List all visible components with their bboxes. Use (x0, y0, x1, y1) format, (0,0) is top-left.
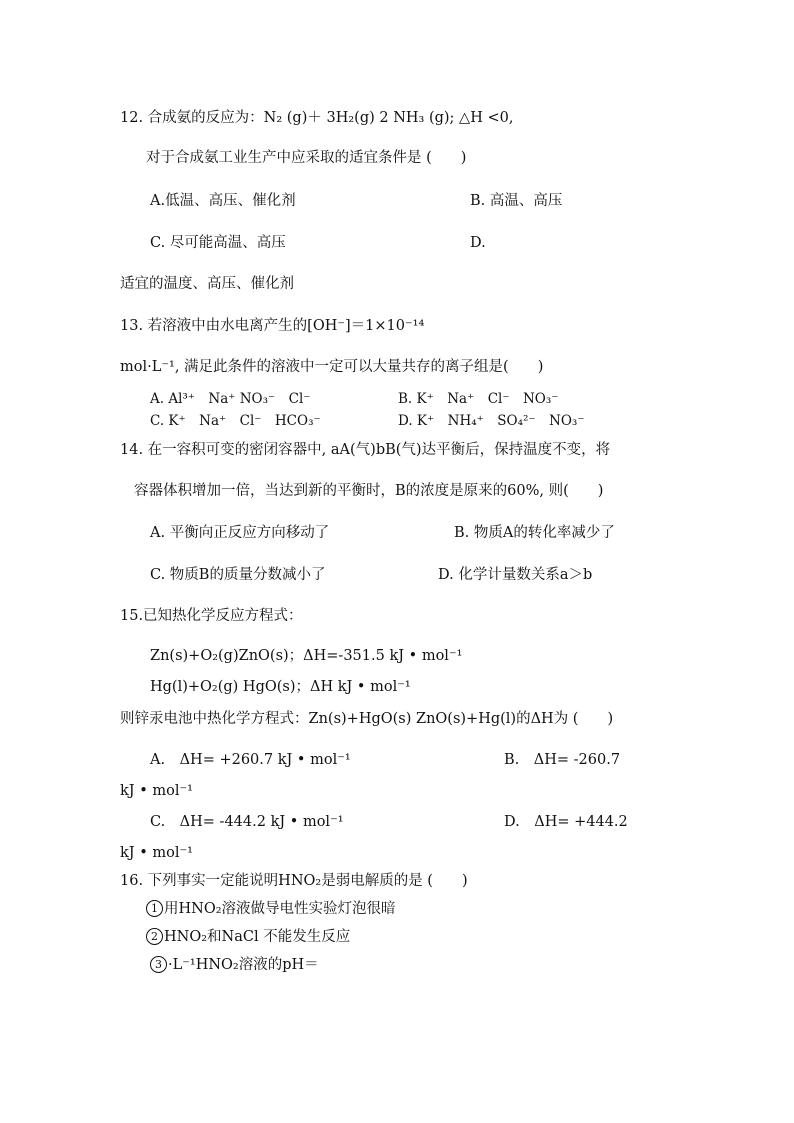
q15-equation-2: Hg(l)+O₂(g) HgO(s)；ΔH kJ • mol⁻¹ (150, 679, 411, 695)
q15-stem: 15.已知热化学反应方程式： (120, 608, 303, 624)
q13-continuation: mol·L⁻¹, 满足此条件的溶液中一定可以大量共存的离子组是( ) (120, 359, 544, 375)
q14-stem: 14. 在一容积可变的密闭容器中, aA(气)bB(气)达平衡后，保持温度不变，将 (120, 442, 611, 458)
circled-number-2: 2 (146, 928, 163, 945)
q12-option-d: D. (470, 235, 486, 251)
q15-option-a: A. ΔH= +260.7 kJ • mol⁻¹ (150, 752, 351, 768)
q15-option-b-unit: kJ • mol⁻¹ (120, 783, 193, 799)
circled-number-3: 3 (150, 956, 167, 973)
q15-equation-1: Zn(s)+O₂(g)ZnO(s)；ΔH=-351.5 kJ • mol⁻¹ (150, 648, 463, 664)
q15-option-c: C. ΔH= -444.2 kJ • mol⁻¹ (150, 814, 344, 830)
q16-item-3 (150, 955, 319, 975)
q13-option-c: C. K⁺ Na⁺ Cl⁻ HCO₃⁻ (150, 413, 321, 429)
q12-stem: 12. 合成氨的反应为：N₂ (g)＋ 3H₂(g) 2 NH₃ (g); △H <0, (120, 110, 514, 126)
q12-option-d-text: 适宜的温度、高压、催化剂 (120, 276, 294, 292)
q12-option-b: B. 高温、高压 (470, 193, 563, 209)
q15-option-d-unit: kJ • mol⁻¹ (120, 845, 193, 861)
q14-option-b: B. 物质A的转化率减少了 (454, 525, 615, 541)
q16-item-3-text: ·L⁻¹HNO₂溶液的pH＝ (168, 957, 319, 973)
q12-option-a: A.低温、高压、催化剂 (150, 193, 296, 209)
circled-number-1: 1 (146, 900, 163, 917)
q13-stem: 13. 若溶液中由水电离产生的[OH⁻]＝1×10⁻¹⁴ (120, 318, 425, 334)
q13-option-d: D. K⁺ NH₄⁺ SO₄²⁻ NO₃⁻ (398, 413, 585, 429)
q16-item-2 (146, 927, 350, 947)
q13-option-b: B. K⁺ Na⁺ Cl⁻ NO₃⁻ (398, 391, 559, 407)
q16-item-2-text: HNO₂和NaCl 不能发生反应 (164, 929, 351, 945)
q16-item-1-text: 用HNO₂溶液做导电性实验灯泡很暗 (164, 901, 396, 917)
q14-option-c: C. 物质B的质量分数减小了 (150, 567, 326, 583)
q14-continuation: 容器体积增加一倍，当达到新的平衡时，B的浓度是原来的60%, 则( ) (134, 483, 604, 499)
q15-option-d: D. ΔH= +444.2 (504, 814, 628, 830)
q14-option-d: D. 化学计量数关系a＞b (438, 567, 593, 583)
q15-continuation: 则锌汞电池中热化学方程式：Zn(s)+HgO(s) ZnO(s)+Hg(l)的ΔH为 ( ) (120, 711, 614, 727)
q16-item-1 (146, 899, 396, 919)
q15-option-b: B. ΔH= -260.7 (504, 752, 621, 768)
q13-option-a: A. Al³⁺ Na⁺ NO₃⁻ Cl⁻ (150, 391, 311, 407)
q12-option-c: C. 尽可能高温、高压 (150, 235, 286, 251)
q16-stem: 16. 下列事实一定能说明HNO₂是弱电解质的是 ( ) (120, 873, 468, 889)
q14-option-a: A. 平衡向正反应方向移动了 (150, 525, 330, 541)
q12-continuation: 对于合成氨工业生产中应采取的适宜条件是 ( ) (146, 150, 467, 166)
